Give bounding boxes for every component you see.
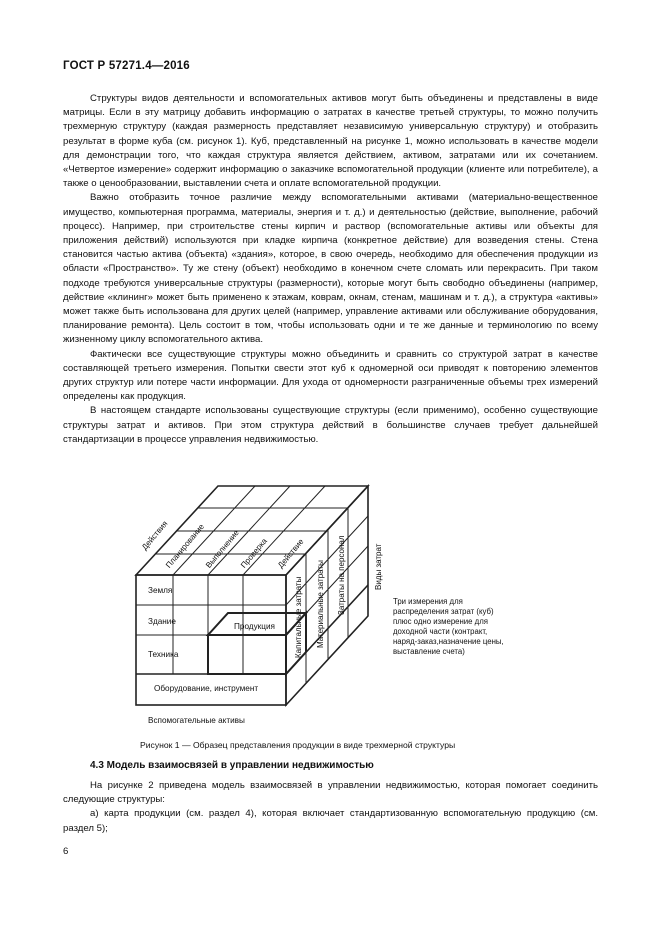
bottom-label: Вспомогательные активы	[148, 716, 245, 725]
paragraph: На рисунке 2 приведена модель взаимосвязей в управлении недвижимостью, которая помогает соединить следующие структуры:	[63, 780, 598, 806]
row-label: Оборудование, инструмент	[154, 684, 259, 693]
side-note: Три измерения для распределения затрат (куб) плюс одно измерение для доходной части (контракт, наряд-заказ,назначение цены, выставление счета)	[393, 597, 504, 656]
paragraph: Важно отобразить точное различие между вспомогательными активами (материально-вещественное имущество, компьютерная программа, материалы, энергия и т. д.) и деятельностью (действие, выполнение, рабочий процесс). Например, при строительстве стены кирпич и раствор (вспомогательные активы или объекты для приложения действий) используются при кладке кирпича (конкретное действие) для возведения стены. Стена становится частью актива (объекта) «здания», которое, в свою очередь, необходимо для обеспечения продукции из области «Пространство». Ту же стену (объект) необходимо в конечном счете сломать или перекрасить. При таком подходе требуются универсальные структуры (размерности), которые могут быть свободно объединены (например, действие «клининг» может быть применено к этажам, коврам, окнам, стенам, машинам и т. д.), а структура «активы» может также быть использована для других целей (например, управление активами или обслуживание оборудования, планирование ремонта). Цель состоит в том, чтобы использовать одни и те же данные и терминологию по всему жизненному циклу вспомогательного актива.	[63, 192, 598, 346]
side-label: Материальные затраты	[316, 560, 325, 648]
body-text	[63, 92, 598, 447]
top-label: Действие	[276, 537, 306, 570]
body-text	[63, 779, 598, 836]
row-label: Земля	[148, 586, 173, 595]
side-label: Капитальные затраты	[294, 576, 303, 658]
product-label: Продукция	[234, 622, 275, 631]
page-number: 6	[63, 846, 69, 857]
top-label: Выполнение	[204, 528, 241, 570]
paragraph: а) карта продукции (см. раздел 4), которая включает стандартизованную вспомогательную продукцию (см. раздел 5);	[63, 808, 598, 834]
paragraph: Структуры видов деятельности и вспомогательных активов могут быть объединены и представлены в виде матрицы. Если в эту матрицу добавить информацию о затратах в качестве третьей структуры, то можно получить трехмерную структуру (каждая размерность представляет независимую универсальную структуру) и отобразить результат в форме куба (см. рисунок 1). Куб, представленный на рисунке 1, можно использовать в качестве модели для демонстрации того, что каждая структура является действием, активом, затратами или их сочетанием. «Четвертое измерение» содержит информацию о заказчике вспомогательной продукции (клиенте или потребителе), а также о ценообразовании, выставлении счета и оплате вспомогательной продукции.	[63, 93, 598, 190]
side-label: Виды затрат	[374, 543, 383, 590]
top-label: Действия	[140, 519, 170, 552]
paragraph: В настоящем стандарте использованы существующие структуры (если применимо), особенно существующие структуры затрат и активов. При этом структура действий в большинстве случаев требует дальнейшей стандартизации в процессе управления недвижимостью.	[63, 405, 598, 445]
product-block-front	[208, 635, 286, 674]
cube-figure	[118, 480, 528, 738]
paragraph: Фактически все существующие структуры можно объединить и сравнить со структурой затрат в качестве составляющей третьего измерения. Попытки свести этот куб к одномерной оси приводят к повторению элементов других структур или потере части информации. Для ухода от одномерности разграниченные объемы трех измерений определены как продукция.	[63, 348, 598, 403]
top-label: Проверка	[239, 536, 269, 570]
section-title: 4.3 Модель взаимосвязей в управлении недвижимостью	[90, 760, 374, 771]
figure-caption: Рисунок 1 — Образец представления продукции в виде трехмерной структуры	[140, 740, 456, 750]
top-label: Планирование	[164, 522, 206, 570]
row-label: Техника	[148, 650, 179, 659]
row-label: Здание	[148, 617, 176, 626]
side-label: Затраты на персонал	[337, 535, 346, 615]
document-header: ГОСТ Р 57271.4—2016	[63, 60, 190, 72]
